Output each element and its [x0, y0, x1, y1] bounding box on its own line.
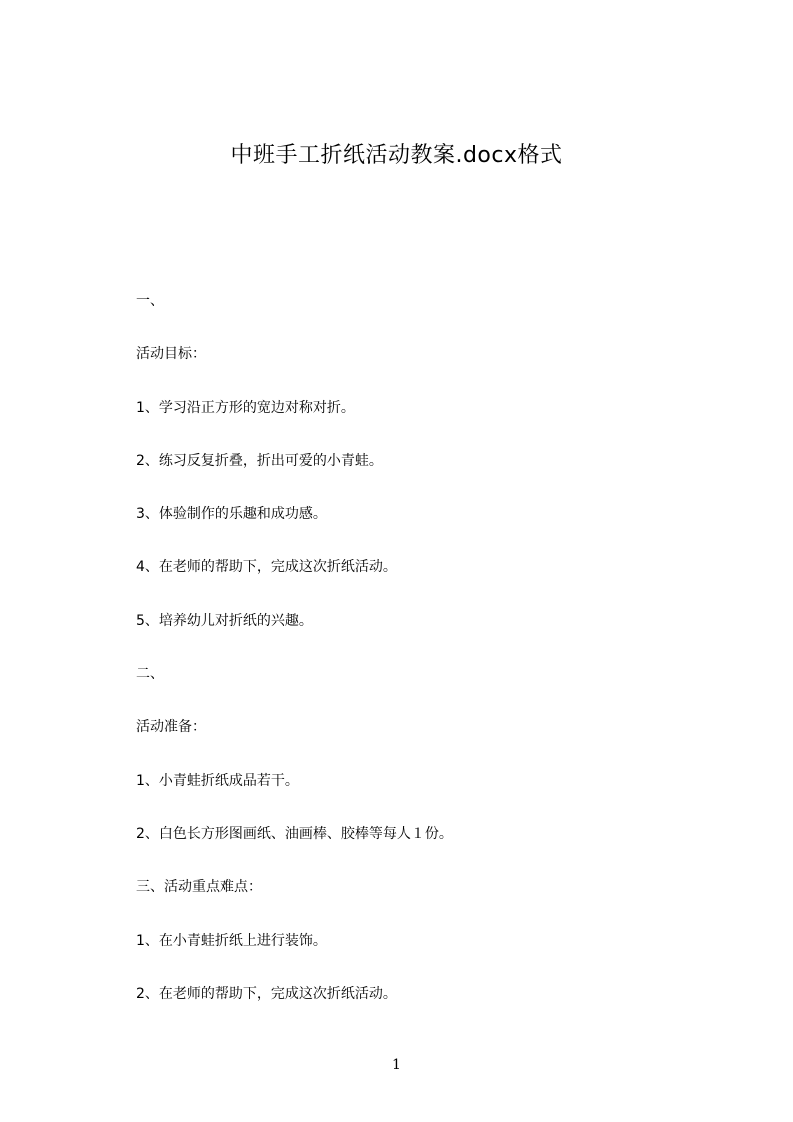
- page-number: 1: [392, 1057, 401, 1073]
- paragraph-line: 活动准备：: [136, 719, 206, 736]
- paragraph-line: 1、学习沿正方形的宽边对称对折。: [136, 399, 355, 416]
- paragraph-line: 2、在老师的帮助下，完成这次折纸活动。: [136, 985, 397, 1002]
- paragraph-line: 2、练习反复折叠，折出可爱的小青蛙。: [136, 452, 383, 469]
- paragraph-line: 2、白色长方形图画纸、油画棒、胶棒等每人１份。: [136, 825, 453, 842]
- paragraph-line: 1、小青蛙折纸成品若干。: [136, 772, 299, 789]
- document-title: 中班手工折纸活动教案.docx格式: [230, 143, 563, 168]
- section-heading-3: 三、活动重点难点：: [136, 879, 262, 896]
- section-heading-2: 二、: [136, 666, 164, 683]
- section-heading-1: 一、: [136, 293, 164, 309]
- document-body: [136, 289, 696, 1035]
- paragraph-line: 3、体验制作的乐趣和成功感。: [136, 506, 327, 523]
- paragraph-line: 4、在老师的帮助下，完成这次折纸活动。: [136, 559, 397, 576]
- paragraph-line: 活动目标：: [136, 346, 206, 363]
- paragraph-line: 5、培养幼儿对折纸的兴趣。: [136, 612, 313, 629]
- paragraph-line: 1、在小青蛙折纸上进行装饰。: [136, 932, 327, 949]
